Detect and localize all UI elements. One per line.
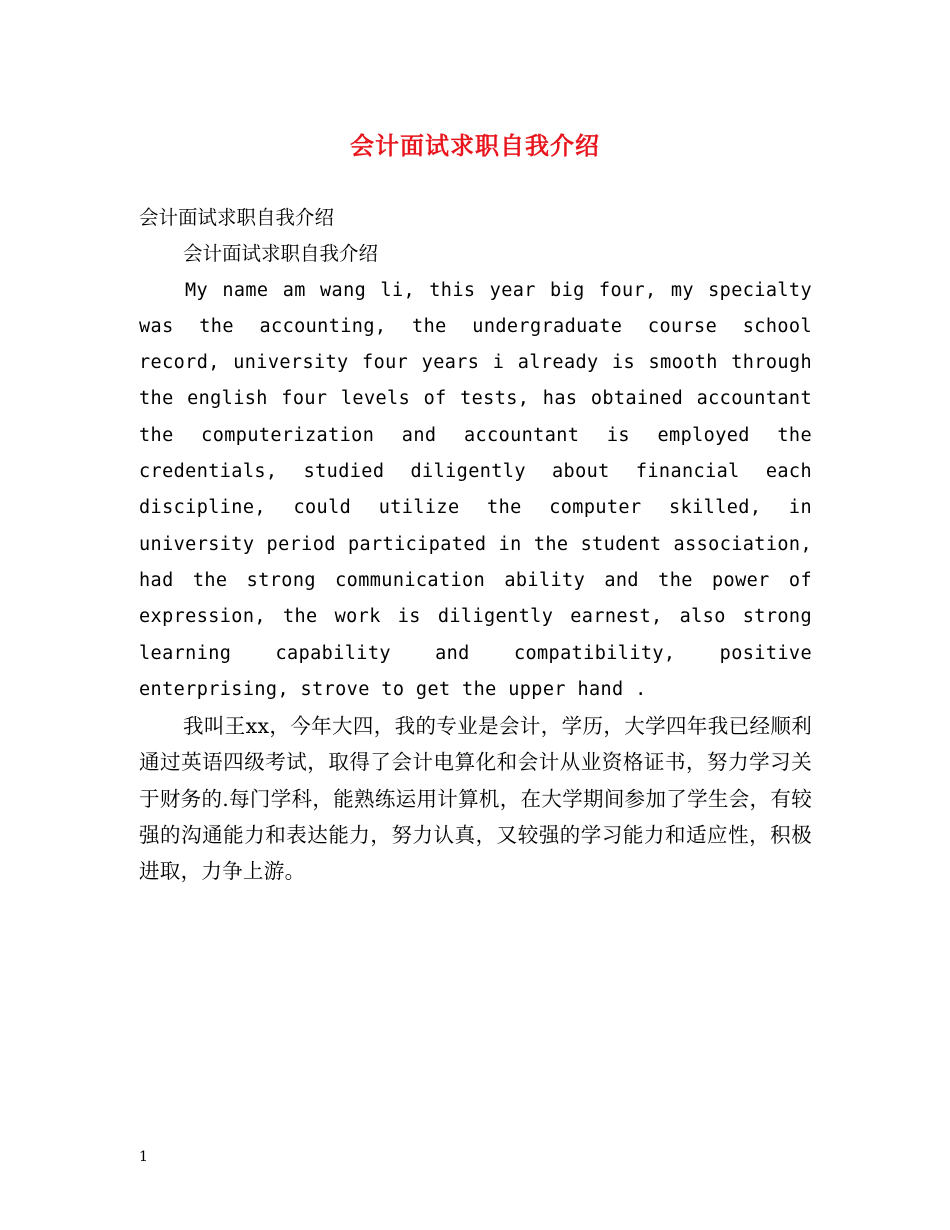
page-number: 1: [139, 1149, 148, 1165]
chinese-paragraph: 我叫王xx，今年大四，我的专业是会计，学历，大学四年我已经顺利通过英语四级考试，取得了会计电算化和会计从业资格证书，努力学习关于财务的.每门学科，能熟练运用计算机，在大学期间参加了学生会，有较强的沟通能力和表达能力，努力认真，又较强的学习能力和适应性，积极进取，力争上游。: [139, 714, 812, 884]
subheading-line: 会计面试求职自我介绍: [183, 242, 379, 266]
document-title: 会计面试求职自我介绍: [350, 131, 600, 160]
english-paragraph: My name am wang li, this year big four, my specialty was the accounting, the undergraduate course school record, university four years i already is smooth through the english four levels of tests, has obtained accountant the computerization and accountant is employed the credentials, studied diligently about financial each discipline, could utilize the computer skilled, in university period participated in the student association, had the strong communication ability and the power of expression, the work is diligently earnest, also strong learning capability and compatibility, positive enterprising, strove to get the upper hand .: [139, 279, 812, 700]
document-body: [139, 200, 812, 890]
heading-line: 会计面试求职自我介绍: [139, 206, 335, 229]
